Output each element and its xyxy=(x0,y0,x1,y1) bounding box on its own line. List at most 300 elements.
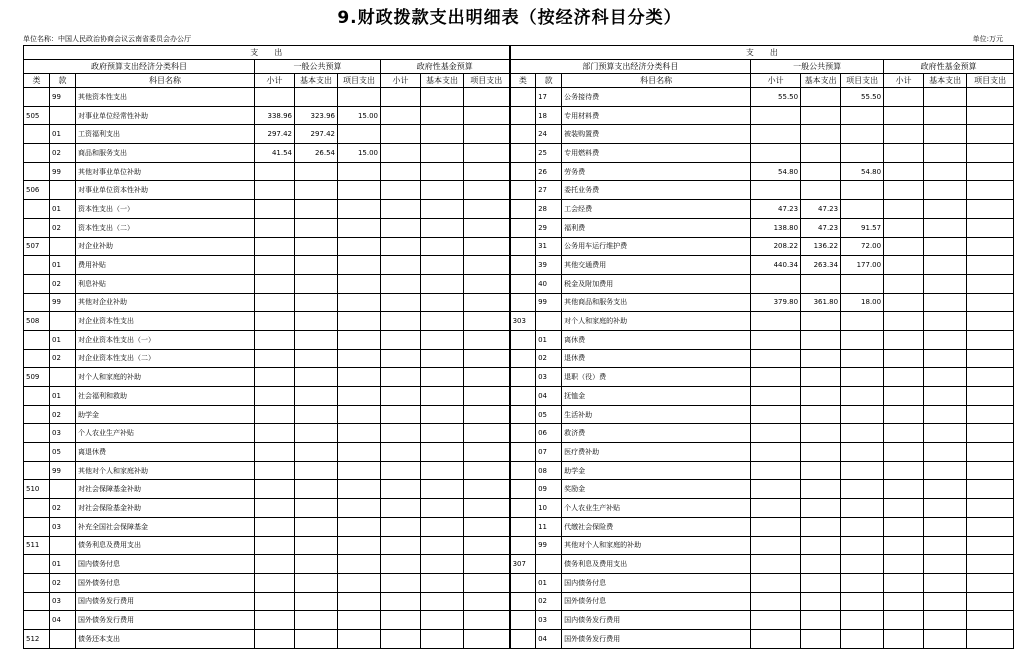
right-basic-cell xyxy=(801,181,841,200)
left-kuan-cell: 01 xyxy=(50,387,76,406)
col-basic: 基本支出 xyxy=(801,74,841,88)
left-fund-basic-cell xyxy=(421,349,464,368)
right-category-header: 部门预算支出经济分类科目 xyxy=(510,60,751,74)
left-lei-cell xyxy=(24,443,50,462)
left-subtotal-cell xyxy=(255,443,295,462)
left-basic-cell xyxy=(295,480,338,499)
right-project-cell xyxy=(841,312,884,331)
right-fund-project-cell xyxy=(967,293,1014,312)
left-fund-subtotal-cell xyxy=(381,443,421,462)
left-fund-project-cell xyxy=(464,499,510,518)
col-subtotal: 小计 xyxy=(751,74,801,88)
right-kuan-cell: 08 xyxy=(536,461,562,480)
right-kuan-cell: 03 xyxy=(536,368,562,387)
right-project-cell xyxy=(841,536,884,555)
left-item-name-cell: 个人农业生产补贴 xyxy=(76,424,255,443)
left-project-cell xyxy=(338,162,381,181)
left-project-cell xyxy=(338,517,381,536)
right-lei-cell xyxy=(510,629,536,648)
left-subtotal-cell xyxy=(255,330,295,349)
left-kuan-cell xyxy=(50,536,76,555)
left-item-name-cell: 商品和服务支出 xyxy=(76,144,255,163)
right-subtotal-cell: 138.80 xyxy=(751,218,801,237)
right-fund-project-cell xyxy=(967,480,1014,499)
left-kuan-cell xyxy=(50,629,76,648)
left-item-name-cell: 国外债务发行费用 xyxy=(76,611,255,630)
left-item-name-cell: 国内债务付息 xyxy=(76,555,255,574)
left-lei-cell xyxy=(24,573,50,592)
left-fund-budget-header: 政府性基金预算 xyxy=(381,60,510,74)
right-subtotal-cell xyxy=(751,424,801,443)
left-subtotal-cell xyxy=(255,461,295,480)
right-basic-cell xyxy=(801,443,841,462)
right-fund-basic-cell xyxy=(924,200,967,219)
left-fund-subtotal-cell xyxy=(381,144,421,163)
right-kuan-cell: 09 xyxy=(536,480,562,499)
right-subtotal-cell xyxy=(751,592,801,611)
table-row xyxy=(24,405,1014,424)
right-lei-cell: 307 xyxy=(510,555,536,574)
right-project-cell xyxy=(841,144,884,163)
right-lei-cell xyxy=(510,274,536,293)
left-fund-project-cell xyxy=(464,237,510,256)
left-basic-cell: 26.54 xyxy=(295,144,338,163)
left-basic-cell xyxy=(295,368,338,387)
right-project-cell xyxy=(841,517,884,536)
right-fund-basic-cell xyxy=(924,125,967,144)
left-subtotal-cell xyxy=(255,349,295,368)
left-fund-project-cell xyxy=(464,330,510,349)
right-kuan-cell: 03 xyxy=(536,611,562,630)
col-item-name: 科目名称 xyxy=(76,74,255,88)
left-basic-cell: 323.96 xyxy=(295,106,338,125)
col-project: 项目支出 xyxy=(464,74,510,88)
left-project-cell xyxy=(338,256,381,275)
right-item-name-cell: 生活补助 xyxy=(562,405,751,424)
right-lei-cell xyxy=(510,499,536,518)
left-kuan-cell: 04 xyxy=(50,611,76,630)
right-fund-subtotal-cell xyxy=(884,200,924,219)
right-kuan-cell: 29 xyxy=(536,218,562,237)
right-fund-subtotal-cell xyxy=(884,517,924,536)
table-row xyxy=(24,480,1014,499)
left-fund-project-cell xyxy=(464,162,510,181)
right-fund-budget-header: 政府性基金预算 xyxy=(884,60,1014,74)
left-basic-cell xyxy=(295,387,338,406)
currency-unit-label: 单位:万元 xyxy=(972,35,1003,43)
right-subtotal-cell xyxy=(751,181,801,200)
left-lei-cell: 511 xyxy=(24,536,50,555)
right-subtotal-cell xyxy=(751,629,801,648)
table-row xyxy=(24,349,1014,368)
left-basic-cell xyxy=(295,499,338,518)
left-kuan-cell: 02 xyxy=(50,349,76,368)
right-kuan-cell xyxy=(536,312,562,331)
right-lei-cell xyxy=(510,611,536,630)
right-fund-basic-cell xyxy=(924,499,967,518)
right-item-name-cell: 抚恤金 xyxy=(562,387,751,406)
left-subtotal-cell xyxy=(255,200,295,219)
left-lei-cell xyxy=(24,125,50,144)
right-subtotal-cell xyxy=(751,499,801,518)
left-fund-project-cell xyxy=(464,611,510,630)
right-fund-subtotal-cell xyxy=(884,629,924,648)
right-item-name-cell: 委托业务费 xyxy=(562,181,751,200)
right-basic-cell xyxy=(801,312,841,331)
left-basic-cell xyxy=(295,312,338,331)
right-project-cell xyxy=(841,592,884,611)
left-lei-cell xyxy=(24,162,50,181)
right-fund-project-cell xyxy=(967,461,1014,480)
right-lei-cell xyxy=(510,424,536,443)
right-kuan-cell: 39 xyxy=(536,256,562,275)
left-item-name-cell: 补充全国社会保障基金 xyxy=(76,517,255,536)
table-row xyxy=(24,368,1014,387)
right-basic-cell xyxy=(801,387,841,406)
left-basic-cell xyxy=(295,592,338,611)
left-lei-cell: 506 xyxy=(24,181,50,200)
left-project-cell xyxy=(338,218,381,237)
table-row xyxy=(24,517,1014,536)
right-project-cell xyxy=(841,387,884,406)
right-subtotal-cell: 440.34 xyxy=(751,256,801,275)
left-lei-cell xyxy=(24,274,50,293)
left-fund-subtotal-cell xyxy=(381,88,421,107)
left-basic-cell xyxy=(295,256,338,275)
left-fund-subtotal-cell xyxy=(381,592,421,611)
right-lei-cell xyxy=(510,480,536,499)
left-fund-subtotal-cell xyxy=(381,256,421,275)
table-row xyxy=(24,611,1014,630)
table-row xyxy=(24,592,1014,611)
left-lei-cell xyxy=(24,293,50,312)
left-fund-basic-cell xyxy=(421,200,464,219)
left-item-name-cell: 费用补贴 xyxy=(76,256,255,275)
left-item-name-cell: 对社会保障基金补助 xyxy=(76,480,255,499)
col-basic: 基本支出 xyxy=(924,74,967,88)
right-fund-project-cell xyxy=(967,592,1014,611)
right-kuan-cell: 02 xyxy=(536,592,562,611)
left-fund-basic-cell xyxy=(421,88,464,107)
right-fund-basic-cell xyxy=(924,274,967,293)
left-kuan-cell xyxy=(50,480,76,499)
right-subtotal-cell xyxy=(751,274,801,293)
right-fund-basic-cell xyxy=(924,461,967,480)
left-item-name-cell: 对企业资本性支出（二） xyxy=(76,349,255,368)
left-basic-cell xyxy=(295,443,338,462)
right-fund-subtotal-cell xyxy=(884,368,924,387)
right-project-cell xyxy=(841,461,884,480)
left-fund-basic-cell xyxy=(421,218,464,237)
right-basic-cell xyxy=(801,629,841,648)
right-fund-basic-cell xyxy=(924,293,967,312)
right-basic-cell xyxy=(801,330,841,349)
right-basic-cell: 263.34 xyxy=(801,256,841,275)
col-lei: 类 xyxy=(24,74,50,88)
right-fund-project-cell xyxy=(967,312,1014,331)
left-project-cell xyxy=(338,312,381,331)
col-kuan: 款 xyxy=(536,74,562,88)
left-fund-subtotal-cell xyxy=(381,368,421,387)
left-project-cell xyxy=(338,461,381,480)
right-item-name-cell: 代缴社会保险费 xyxy=(562,517,751,536)
left-basic-cell xyxy=(295,218,338,237)
left-kuan-cell xyxy=(50,368,76,387)
left-subtotal-cell xyxy=(255,517,295,536)
right-lei-cell xyxy=(510,106,536,125)
col-basic: 基本支出 xyxy=(421,74,464,88)
right-item-name-cell: 公务用车运行维护费 xyxy=(562,237,751,256)
left-project-cell xyxy=(338,629,381,648)
left-subtotal-cell xyxy=(255,181,295,200)
left-kuan-cell: 02 xyxy=(50,144,76,163)
left-lei-cell xyxy=(24,218,50,237)
left-fund-subtotal-cell xyxy=(381,106,421,125)
right-item-name-cell: 国内债务发行费用 xyxy=(562,611,751,630)
right-fund-subtotal-cell xyxy=(884,125,924,144)
left-subtotal-cell xyxy=(255,424,295,443)
right-lei-cell xyxy=(510,144,536,163)
right-fund-basic-cell xyxy=(924,256,967,275)
table-row xyxy=(24,144,1014,163)
right-fund-project-cell xyxy=(967,573,1014,592)
col-basic: 基本支出 xyxy=(295,74,338,88)
left-basic-cell xyxy=(295,237,338,256)
col-kuan: 款 xyxy=(50,74,76,88)
left-basic-cell: 297.42 xyxy=(295,125,338,144)
right-subtotal-cell xyxy=(751,573,801,592)
right-item-name-cell: 福利费 xyxy=(562,218,751,237)
col-subtotal: 小计 xyxy=(255,74,295,88)
left-item-name-cell: 债务利息及费用支出 xyxy=(76,536,255,555)
right-fund-project-cell xyxy=(967,349,1014,368)
left-fund-basic-cell xyxy=(421,405,464,424)
right-subtotal-cell: 208.22 xyxy=(751,237,801,256)
right-fund-project-cell xyxy=(967,499,1014,518)
right-subtotal-cell: 379.80 xyxy=(751,293,801,312)
left-item-name-cell: 对事业单位经常性补助 xyxy=(76,106,255,125)
right-subtotal-cell xyxy=(751,517,801,536)
right-item-name-cell: 税金及附加费用 xyxy=(562,274,751,293)
left-lei-cell: 509 xyxy=(24,368,50,387)
left-basic-cell xyxy=(295,181,338,200)
right-basic-cell: 47.23 xyxy=(801,218,841,237)
right-fund-basic-cell xyxy=(924,237,967,256)
right-fund-subtotal-cell xyxy=(884,424,924,443)
left-kuan-cell: 03 xyxy=(50,592,76,611)
right-project-cell xyxy=(841,106,884,125)
right-basic-cell xyxy=(801,592,841,611)
left-project-cell xyxy=(338,293,381,312)
right-subtotal-cell xyxy=(751,312,801,331)
left-kuan-cell xyxy=(50,237,76,256)
table-row xyxy=(24,293,1014,312)
left-project-cell xyxy=(338,274,381,293)
right-lei-cell xyxy=(510,330,536,349)
left-subtotal-cell xyxy=(255,88,295,107)
right-kuan-cell: 10 xyxy=(536,499,562,518)
left-fund-project-cell xyxy=(464,181,510,200)
left-subtotal-cell xyxy=(255,480,295,499)
right-basic-cell xyxy=(801,573,841,592)
left-item-name-cell: 对事业单位资本性补助 xyxy=(76,181,255,200)
left-kuan-cell: 05 xyxy=(50,443,76,462)
left-fund-project-cell xyxy=(464,461,510,480)
right-fund-project-cell xyxy=(967,181,1014,200)
left-lei-cell xyxy=(24,611,50,630)
table-row xyxy=(24,106,1014,125)
left-project-cell xyxy=(338,368,381,387)
left-project-cell xyxy=(338,88,381,107)
right-subtotal-cell xyxy=(751,387,801,406)
right-subtotal-cell xyxy=(751,405,801,424)
left-lei-cell: 508 xyxy=(24,312,50,331)
left-lei-cell xyxy=(24,592,50,611)
right-kuan-cell xyxy=(536,555,562,574)
right-fund-project-cell xyxy=(967,536,1014,555)
right-project-cell xyxy=(841,274,884,293)
right-kuan-cell: 99 xyxy=(536,536,562,555)
table-row xyxy=(24,629,1014,648)
left-fund-subtotal-cell xyxy=(381,461,421,480)
left-fund-project-cell xyxy=(464,200,510,219)
left-basic-cell xyxy=(295,200,338,219)
left-subtotal-cell xyxy=(255,274,295,293)
left-project-cell xyxy=(338,555,381,574)
left-fund-basic-cell xyxy=(421,573,464,592)
left-fund-subtotal-cell xyxy=(381,200,421,219)
left-subtotal-cell xyxy=(255,611,295,630)
right-subtotal-cell xyxy=(751,368,801,387)
left-project-cell xyxy=(338,349,381,368)
left-basic-cell xyxy=(295,424,338,443)
left-fund-subtotal-cell xyxy=(381,536,421,555)
left-kuan-cell: 03 xyxy=(50,517,76,536)
right-item-name-cell: 救济费 xyxy=(562,424,751,443)
left-subtotal-cell: 338.96 xyxy=(255,106,295,125)
right-basic-cell xyxy=(801,611,841,630)
right-project-cell: 91.57 xyxy=(841,218,884,237)
left-subtotal-cell xyxy=(255,555,295,574)
left-project-cell xyxy=(338,573,381,592)
right-fund-subtotal-cell xyxy=(884,443,924,462)
right-project-cell xyxy=(841,611,884,630)
right-project-cell xyxy=(841,629,884,648)
table-row xyxy=(24,237,1014,256)
left-kuan-cell: 99 xyxy=(50,88,76,107)
table-row xyxy=(24,218,1014,237)
left-lei-cell xyxy=(24,200,50,219)
right-lei-cell xyxy=(510,387,536,406)
right-project-cell: 54.80 xyxy=(841,162,884,181)
table-row xyxy=(24,461,1014,480)
left-kuan-cell: 01 xyxy=(50,125,76,144)
left-basic-cell xyxy=(295,349,338,368)
right-fund-project-cell xyxy=(967,256,1014,275)
right-kuan-cell: 07 xyxy=(536,443,562,462)
left-lei-cell xyxy=(24,349,50,368)
table-row xyxy=(24,181,1014,200)
left-subtotal-cell xyxy=(255,536,295,555)
left-lei-cell xyxy=(24,330,50,349)
left-fund-subtotal-cell xyxy=(381,480,421,499)
left-project-cell xyxy=(338,330,381,349)
left-item-name-cell: 其他资本性支出 xyxy=(76,88,255,107)
left-fund-subtotal-cell xyxy=(381,312,421,331)
left-kuan-cell xyxy=(50,106,76,125)
right-kuan-cell: 25 xyxy=(536,144,562,163)
left-fund-basic-cell xyxy=(421,274,464,293)
right-fund-subtotal-cell xyxy=(884,480,924,499)
left-project-cell xyxy=(338,387,381,406)
right-project-cell: 55.50 xyxy=(841,88,884,107)
right-project-cell xyxy=(841,555,884,574)
page-title: 9.财政拨款支出明细表（按经济科目分类） xyxy=(337,8,682,28)
right-lei-cell xyxy=(510,461,536,480)
right-subtotal-cell xyxy=(751,144,801,163)
left-fund-project-cell xyxy=(464,312,510,331)
left-basic-cell xyxy=(295,629,338,648)
right-subtotal-cell xyxy=(751,480,801,499)
right-item-name-cell: 其他交通费用 xyxy=(562,256,751,275)
right-project-cell xyxy=(841,405,884,424)
right-subtotal-cell xyxy=(751,330,801,349)
right-basic-cell xyxy=(801,405,841,424)
left-fund-basic-cell xyxy=(421,125,464,144)
right-lei-cell xyxy=(510,592,536,611)
right-fund-project-cell xyxy=(967,162,1014,181)
left-subtotal-cell xyxy=(255,218,295,237)
right-item-name-cell: 被装购置费 xyxy=(562,125,751,144)
right-item-name-cell: 医疗费补助 xyxy=(562,443,751,462)
right-fund-project-cell xyxy=(967,106,1014,125)
right-basic-cell xyxy=(801,88,841,107)
left-fund-basic-cell xyxy=(421,555,464,574)
left-fund-project-cell xyxy=(464,443,510,462)
left-fund-subtotal-cell xyxy=(381,499,421,518)
left-project-cell xyxy=(338,424,381,443)
left-basic-cell xyxy=(295,461,338,480)
expenditure-table xyxy=(23,45,1014,649)
right-kuan-cell: 04 xyxy=(536,387,562,406)
right-fund-basic-cell xyxy=(924,480,967,499)
right-basic-cell xyxy=(801,555,841,574)
right-fund-basic-cell xyxy=(924,330,967,349)
right-fund-subtotal-cell xyxy=(884,218,924,237)
right-fund-subtotal-cell xyxy=(884,592,924,611)
right-project-cell xyxy=(841,499,884,518)
right-kuan-cell: 17 xyxy=(536,88,562,107)
right-fund-subtotal-cell xyxy=(884,162,924,181)
left-kuan-cell: 02 xyxy=(50,405,76,424)
right-basic-cell xyxy=(801,106,841,125)
left-lei-cell xyxy=(24,256,50,275)
col-lei: 类 xyxy=(510,74,536,88)
right-lei-cell xyxy=(510,405,536,424)
left-item-name-cell: 助学金 xyxy=(76,405,255,424)
left-fund-subtotal-cell xyxy=(381,162,421,181)
right-item-name-cell: 离休费 xyxy=(562,330,751,349)
right-item-name-cell: 债务利息及费用支出 xyxy=(562,555,751,574)
table-row xyxy=(24,573,1014,592)
right-fund-project-cell xyxy=(967,330,1014,349)
left-subtotal-cell: 41.54 xyxy=(255,144,295,163)
left-fund-project-cell xyxy=(464,629,510,648)
right-fund-basic-cell xyxy=(924,368,967,387)
right-fund-project-cell xyxy=(967,144,1014,163)
left-kuan-cell: 01 xyxy=(50,256,76,275)
right-basic-cell xyxy=(801,274,841,293)
